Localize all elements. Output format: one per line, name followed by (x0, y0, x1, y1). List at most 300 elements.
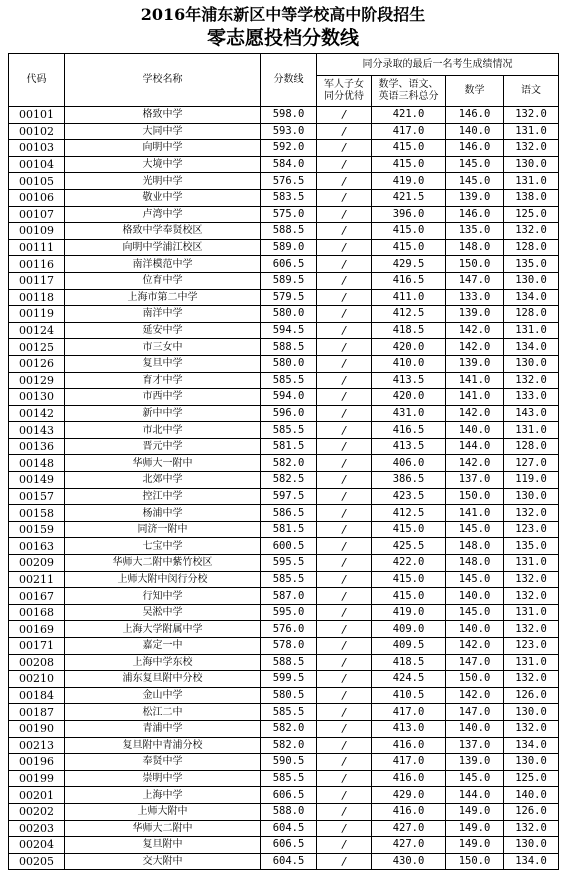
cell-military: / (317, 438, 372, 455)
cell-score: 588.5 (261, 223, 317, 240)
cell-three-total: 413.5 (372, 372, 446, 389)
cell-score: 585.5 (261, 422, 317, 439)
cell-math: 140.0 (446, 588, 504, 605)
header-chinese: 语文 (504, 76, 559, 107)
cell-chinese: 132.0 (504, 588, 559, 605)
cell-math: 139.0 (446, 355, 504, 372)
cell-school-name: 位育中学 (65, 272, 261, 289)
cell-code: 00196 (9, 754, 65, 771)
cell-chinese: 132.0 (504, 372, 559, 389)
cell-military: / (317, 770, 372, 787)
header-three-subject-total: 数学、语文、英语三科总分 (372, 76, 446, 107)
cell-three-total: 423.5 (372, 488, 446, 505)
cell-chinese: 134.0 (504, 737, 559, 754)
cell-chinese: 132.0 (504, 223, 559, 240)
cell-code: 00190 (9, 720, 65, 737)
cell-score: 597.5 (261, 488, 317, 505)
cell-score: 599.5 (261, 671, 317, 688)
cell-military: / (317, 571, 372, 588)
cell-chinese: 131.0 (504, 123, 559, 140)
table-row (9, 422, 559, 439)
header-math: 数学 (446, 76, 504, 107)
cell-math: 142.0 (446, 339, 504, 356)
cell-three-total: 430.0 (372, 853, 446, 870)
cell-military: / (317, 687, 372, 704)
cell-code: 00209 (9, 555, 65, 572)
cell-chinese: 132.0 (504, 820, 559, 837)
cell-math: 139.0 (446, 189, 504, 206)
cell-code: 00157 (9, 488, 65, 505)
cell-military: / (317, 107, 372, 124)
cell-code: 00107 (9, 206, 65, 223)
table-row (9, 189, 559, 206)
cell-school-name: 格致中学奉贤校区 (65, 223, 261, 240)
cell-school-name: 向明中学浦江校区 (65, 239, 261, 256)
cell-three-total: 396.0 (372, 206, 446, 223)
cell-score: 583.5 (261, 189, 317, 206)
cell-code: 00204 (9, 837, 65, 854)
cell-math: 135.0 (446, 223, 504, 240)
cell-code: 00106 (9, 189, 65, 206)
cell-code: 00149 (9, 472, 65, 489)
cell-score: 585.5 (261, 704, 317, 721)
cell-chinese: 134.0 (504, 289, 559, 306)
table-row (9, 704, 559, 721)
cell-three-total: 418.5 (372, 322, 446, 339)
table-row (9, 372, 559, 389)
cell-school-name: 南洋模范中学 (65, 256, 261, 273)
cell-three-total: 417.0 (372, 754, 446, 771)
cell-military: / (317, 173, 372, 190)
cell-school-name: 奉贤中学 (65, 754, 261, 771)
cell-chinese: 131.0 (504, 322, 559, 339)
cell-chinese: 128.0 (504, 438, 559, 455)
table-row (9, 754, 559, 771)
cell-math: 146.0 (446, 140, 504, 157)
table-row (9, 654, 559, 671)
cell-score: 588.5 (261, 339, 317, 356)
cell-math: 141.0 (446, 505, 504, 522)
cell-math: 141.0 (446, 389, 504, 406)
cell-score: 582.0 (261, 455, 317, 472)
cell-math: 142.0 (446, 322, 504, 339)
cell-chinese: 134.0 (504, 339, 559, 356)
table-row (9, 588, 559, 605)
cell-school-name: 上海市第二中学 (65, 289, 261, 306)
cell-school-name: 七宝中学 (65, 538, 261, 555)
cell-math: 147.0 (446, 272, 504, 289)
cell-military: / (317, 272, 372, 289)
table-row (9, 123, 559, 140)
cell-military: / (317, 787, 372, 804)
cell-code: 00187 (9, 704, 65, 721)
table-row (9, 438, 559, 455)
cell-three-total: 412.5 (372, 505, 446, 522)
cell-military: / (317, 837, 372, 854)
cell-chinese: 123.0 (504, 521, 559, 538)
cell-three-total: 427.0 (372, 837, 446, 854)
cell-military: / (317, 140, 372, 157)
cell-school-name: 松江二中 (65, 704, 261, 721)
cell-score: 588.5 (261, 654, 317, 671)
table-row (9, 687, 559, 704)
cell-three-total: 415.0 (372, 571, 446, 588)
cell-school-name: 崇明中学 (65, 770, 261, 787)
cell-score: 593.0 (261, 123, 317, 140)
table-row (9, 638, 559, 655)
cell-score: 606.5 (261, 837, 317, 854)
cell-school-name: 卢湾中学 (65, 206, 261, 223)
cell-three-total: 413.5 (372, 438, 446, 455)
table-row (9, 571, 559, 588)
header-school: 学校名称 (65, 54, 261, 107)
cell-three-total: 409.5 (372, 638, 446, 655)
cell-math: 140.0 (446, 422, 504, 439)
cell-military: / (317, 488, 372, 505)
cell-three-total: 425.5 (372, 538, 446, 555)
cell-school-name: 复旦附中 (65, 837, 261, 854)
cell-three-total: 429.5 (372, 256, 446, 273)
cell-military: / (317, 472, 372, 489)
cell-code: 00163 (9, 538, 65, 555)
cell-code: 00171 (9, 638, 65, 655)
cell-school-name: 华师大二附中紫竹校区 (65, 555, 261, 572)
cell-math: 145.0 (446, 604, 504, 621)
header-tie-break-group: 同分录取的最后一名考生成绩情况 (317, 54, 559, 76)
cell-military: / (317, 638, 372, 655)
cell-score: 594.5 (261, 322, 317, 339)
cell-score: 596.0 (261, 405, 317, 422)
cell-school-name: 光明中学 (65, 173, 261, 190)
cell-math: 145.0 (446, 173, 504, 190)
cell-code: 00126 (9, 355, 65, 372)
cell-school-name: 华师大二附中 (65, 820, 261, 837)
cell-code: 00199 (9, 770, 65, 787)
cell-score: 581.5 (261, 438, 317, 455)
cell-math: 146.0 (446, 107, 504, 124)
cell-chinese: 143.0 (504, 405, 559, 422)
cell-score: 594.0 (261, 389, 317, 406)
cell-score: 578.0 (261, 638, 317, 655)
cell-code: 00202 (9, 803, 65, 820)
cell-chinese: 123.0 (504, 638, 559, 655)
cell-math: 144.0 (446, 438, 504, 455)
table-row (9, 472, 559, 489)
table-row (9, 455, 559, 472)
cell-math: 140.0 (446, 621, 504, 638)
cell-school-name: 复旦附中青浦分校 (65, 737, 261, 754)
table-row (9, 720, 559, 737)
cell-code: 00104 (9, 156, 65, 173)
cell-score: 582.0 (261, 737, 317, 754)
cell-military: / (317, 588, 372, 605)
cell-code: 00119 (9, 306, 65, 323)
cell-school-name: 大同中学 (65, 123, 261, 140)
cell-school-name: 市三女中 (65, 339, 261, 356)
cell-military: / (317, 505, 372, 522)
cell-math: 145.0 (446, 521, 504, 538)
cell-school-name: 上师大附中 (65, 803, 261, 820)
cell-school-name: 延安中学 (65, 322, 261, 339)
cell-math: 150.0 (446, 853, 504, 870)
cell-score: 606.5 (261, 787, 317, 804)
cell-score: 590.5 (261, 754, 317, 771)
cell-school-name: 华师大一附中 (65, 455, 261, 472)
table-row (9, 837, 559, 854)
cell-school-name: 北郊中学 (65, 472, 261, 489)
table-row (9, 389, 559, 406)
cell-score: 592.0 (261, 140, 317, 157)
cell-military: / (317, 737, 372, 754)
cell-chinese: 135.0 (504, 256, 559, 273)
cell-military: / (317, 223, 372, 240)
cell-code: 00148 (9, 455, 65, 472)
cell-three-total: 421.0 (372, 107, 446, 124)
cell-chinese: 132.0 (504, 671, 559, 688)
cell-three-total: 411.0 (372, 289, 446, 306)
cell-military: / (317, 538, 372, 555)
table-body (9, 107, 559, 870)
table-row (9, 306, 559, 323)
cell-code: 00130 (9, 389, 65, 406)
cell-math: 139.0 (446, 306, 504, 323)
cell-school-name: 向明中学 (65, 140, 261, 157)
cell-school-name: 新中中学 (65, 405, 261, 422)
cell-score: 576.0 (261, 621, 317, 638)
cell-military: / (317, 853, 372, 870)
cell-chinese: 132.0 (504, 505, 559, 522)
cell-code: 00158 (9, 505, 65, 522)
cell-chinese: 131.0 (504, 422, 559, 439)
cell-code: 00168 (9, 604, 65, 621)
table-row (9, 107, 559, 124)
cell-math: 142.0 (446, 455, 504, 472)
cell-chinese: 130.0 (504, 488, 559, 505)
cell-math: 142.0 (446, 638, 504, 655)
cell-chinese: 130.0 (504, 355, 559, 372)
cell-code: 00124 (9, 322, 65, 339)
cell-code: 00205 (9, 853, 65, 870)
cell-military: / (317, 256, 372, 273)
cell-chinese: 132.0 (504, 107, 559, 124)
table-row (9, 671, 559, 688)
cell-three-total: 415.0 (372, 521, 446, 538)
cell-military: / (317, 189, 372, 206)
cell-code: 00136 (9, 438, 65, 455)
cell-chinese: 131.0 (504, 604, 559, 621)
table-row (9, 355, 559, 372)
cell-score: 595.0 (261, 604, 317, 621)
cell-chinese: 126.0 (504, 687, 559, 704)
header-military-priority: 军人子女同分优待 (317, 76, 372, 107)
table-row (9, 239, 559, 256)
cell-code: 00118 (9, 289, 65, 306)
cell-score: 586.5 (261, 505, 317, 522)
cell-score: 587.0 (261, 588, 317, 605)
cell-three-total: 419.0 (372, 604, 446, 621)
cell-math: 139.0 (446, 754, 504, 771)
table-row (9, 770, 559, 787)
cell-school-name: 敬业中学 (65, 189, 261, 206)
cell-school-name: 吴淞中学 (65, 604, 261, 621)
cell-code: 00169 (9, 621, 65, 638)
cell-three-total: 416.5 (372, 422, 446, 439)
cell-score: 604.5 (261, 853, 317, 870)
cell-chinese: 128.0 (504, 239, 559, 256)
cell-school-name: 嘉定一中 (65, 638, 261, 655)
cell-score: 580.0 (261, 306, 317, 323)
header-code: 代码 (9, 54, 65, 107)
cell-military: / (317, 671, 372, 688)
table-row (9, 621, 559, 638)
cell-chinese: 130.0 (504, 837, 559, 854)
page-title: 2016年浦东新区中等学校高中阶段招生 (140, 5, 426, 24)
cell-chinese: 125.0 (504, 206, 559, 223)
cell-school-name: 大境中学 (65, 156, 261, 173)
cell-code: 00101 (9, 107, 65, 124)
cell-three-total: 416.0 (372, 803, 446, 820)
cell-school-name: 杨浦中学 (65, 505, 261, 522)
cell-military: / (317, 422, 372, 439)
cell-code: 00111 (9, 239, 65, 256)
cell-score: 580.0 (261, 355, 317, 372)
cell-math: 148.0 (446, 538, 504, 555)
cell-chinese: 132.0 (504, 140, 559, 157)
cell-three-total: 417.0 (372, 123, 446, 140)
cell-code: 00125 (9, 339, 65, 356)
cell-score: 580.5 (261, 687, 317, 704)
cell-military: / (317, 754, 372, 771)
cell-three-total: 410.5 (372, 687, 446, 704)
cell-school-name: 交大附中 (65, 853, 261, 870)
cell-math: 148.0 (446, 555, 504, 572)
cell-code: 00208 (9, 654, 65, 671)
table-row (9, 604, 559, 621)
cell-three-total: 420.0 (372, 389, 446, 406)
cell-military: / (317, 355, 372, 372)
table-row (9, 322, 559, 339)
cell-school-name: 行知中学 (65, 588, 261, 605)
cell-code: 00184 (9, 687, 65, 704)
cell-military: / (317, 455, 372, 472)
cell-math: 133.0 (446, 289, 504, 306)
cell-school-name: 上海大学附属中学 (65, 621, 261, 638)
cell-math: 137.0 (446, 737, 504, 754)
cell-three-total: 416.0 (372, 737, 446, 754)
cell-military: / (317, 555, 372, 572)
cell-chinese: 119.0 (504, 472, 559, 489)
cell-military: / (317, 389, 372, 406)
cell-military: / (317, 405, 372, 422)
table-row (9, 538, 559, 555)
cell-chinese: 130.0 (504, 156, 559, 173)
cell-military: / (317, 289, 372, 306)
cell-three-total: 427.0 (372, 820, 446, 837)
cell-score: 585.5 (261, 571, 317, 588)
cell-three-total: 415.0 (372, 140, 446, 157)
cell-math: 150.0 (446, 256, 504, 273)
cell-math: 150.0 (446, 671, 504, 688)
cell-three-total: 386.5 (372, 472, 446, 489)
cell-school-name: 复旦中学 (65, 355, 261, 372)
cell-three-total: 419.0 (372, 173, 446, 190)
table-row (9, 173, 559, 190)
cell-military: / (317, 372, 372, 389)
table-row (9, 405, 559, 422)
table-row (9, 555, 559, 572)
cell-code: 00201 (9, 787, 65, 804)
cell-chinese: 138.0 (504, 189, 559, 206)
cell-chinese: 128.0 (504, 306, 559, 323)
cell-military: / (317, 339, 372, 356)
cell-score: 585.5 (261, 770, 317, 787)
table-row (9, 156, 559, 173)
cell-military: / (317, 803, 372, 820)
cell-three-total: 415.0 (372, 588, 446, 605)
table-row (9, 488, 559, 505)
cell-score: 579.5 (261, 289, 317, 306)
cell-chinese: 131.0 (504, 173, 559, 190)
table-row (9, 256, 559, 273)
page-subtitle: 零志愿投档分数线 (206, 27, 359, 49)
cell-three-total: 413.0 (372, 720, 446, 737)
cell-score: 589.0 (261, 239, 317, 256)
table-row (9, 140, 559, 157)
table-row (9, 521, 559, 538)
table-row (9, 223, 559, 240)
cell-score: 598.0 (261, 107, 317, 124)
cell-three-total: 412.5 (372, 306, 446, 323)
cell-military: / (317, 820, 372, 837)
cell-military: / (317, 156, 372, 173)
cell-school-name: 上师大附中闵行分校 (65, 571, 261, 588)
cell-three-total: 416.5 (372, 272, 446, 289)
cell-code: 00203 (9, 820, 65, 837)
cell-code: 00109 (9, 223, 65, 240)
cell-math: 142.0 (446, 405, 504, 422)
table-row (9, 737, 559, 754)
cell-score: 589.5 (261, 272, 317, 289)
cell-math: 142.0 (446, 687, 504, 704)
table-row (9, 820, 559, 837)
cell-military: / (317, 239, 372, 256)
cell-math: 149.0 (446, 803, 504, 820)
cell-chinese: 127.0 (504, 455, 559, 472)
table-row (9, 803, 559, 820)
admission-score-table (8, 53, 559, 870)
cell-school-name: 金山中学 (65, 687, 261, 704)
cell-math: 145.0 (446, 770, 504, 787)
header-score: 分数线 (261, 54, 317, 107)
table-row (9, 853, 559, 870)
cell-chinese: 140.0 (504, 787, 559, 804)
cell-math: 141.0 (446, 372, 504, 389)
cell-school-name: 格致中学 (65, 107, 261, 124)
cell-military: / (317, 654, 372, 671)
cell-school-name: 晋元中学 (65, 438, 261, 455)
cell-three-total: 415.0 (372, 156, 446, 173)
table-row (9, 272, 559, 289)
table-row (9, 505, 559, 522)
cell-three-total: 417.0 (372, 704, 446, 721)
cell-code: 00167 (9, 588, 65, 605)
cell-code: 00129 (9, 372, 65, 389)
cell-score: 595.5 (261, 555, 317, 572)
cell-math: 149.0 (446, 820, 504, 837)
cell-three-total: 406.0 (372, 455, 446, 472)
cell-score: 588.0 (261, 803, 317, 820)
cell-math: 150.0 (446, 488, 504, 505)
